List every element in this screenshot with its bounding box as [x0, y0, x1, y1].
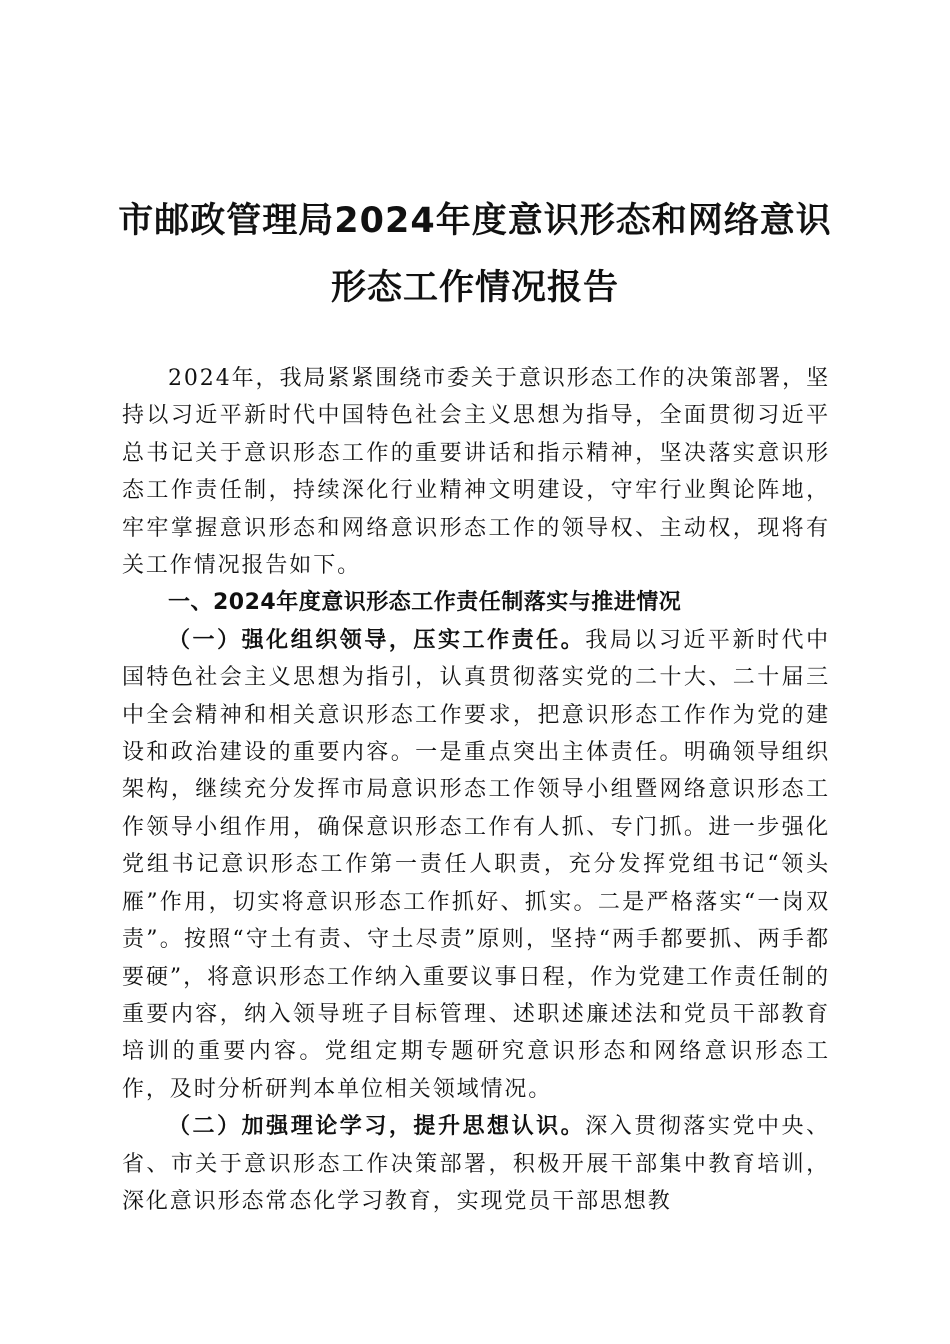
subsection-1-paragraph — [122, 622, 830, 1108]
document-title-line-2: 形态工作情况报告 — [330, 268, 619, 308]
intro-paragraph: 2024年，我局紧紧围绕市委关于意识形态工作的决策部署，坚持以习近平新时代中国特色社会主义思想为指导，全面贯彻习近平总书记关于意识形态工作的重要讲话和指示精神，坚决落实意识形态工作责任制，持续深化行业精神文明建设，守牢行业舆论阵地，牢牢掌握意识形态和网络意识形态工作的领导权、主动权，现将有关工作情况报告如下。 — [122, 366, 830, 579]
document-body — [122, 360, 830, 1220]
subsection-2-paragraph — [122, 1108, 830, 1220]
subsection-2-body: 深入贯彻落实党中央、省、市关于意识形态工作决策部署，积极开展干部集中教育培训，深化意识形态常态化学习教育，实现党员干部思想教 — [122, 1114, 830, 1214]
subsection-1-body: 我局以习近平新时代中国特色社会主义思想为指引，认真贯彻落实党的二十大、二十届三中全会精神和相关意识形态工作要求，把意识形态工作作为党的建设和政治建设的重要内容。一是重点突出主体责任。明确领导组织架构，继续充分发挥市局意识形态工作领导小组暨网络意识形态工作领导小组作用，确保意识形态工作有人抓、专门抓。进一步强化党组书记意识形态工作第一责任人职责，充分发挥党组书记“领头雁”作用，切实将意识形态工作抓好、抓实。二是严格落实“一岗双责”。按照“守土有责、守土尽责”原则，坚持“两手都要抓、两手都要硬”，将意识形态工作纳入重要议事日程，作为党建工作责任制的重要内容，纳入领导班子目标管理、述职述廉述法和党员干部教育培训的重要内容。党组定期专题研究意识形态和网络意识形态工作，及时分析研判本单位相关领域情况。 — [122, 627, 830, 1102]
section-1-heading: 一、2024年度意识形态工作责任制落实与推进情况 — [168, 590, 682, 616]
document-title-line-1: 市邮政管理局2024年度意识形态和网络意识 — [118, 201, 832, 241]
subsection-1-lead: （一）强化组织领导，压实工作责任。 — [168, 627, 586, 653]
subsection-2-lead: （二）加强理论学习，提升思想认识。 — [168, 1114, 586, 1140]
